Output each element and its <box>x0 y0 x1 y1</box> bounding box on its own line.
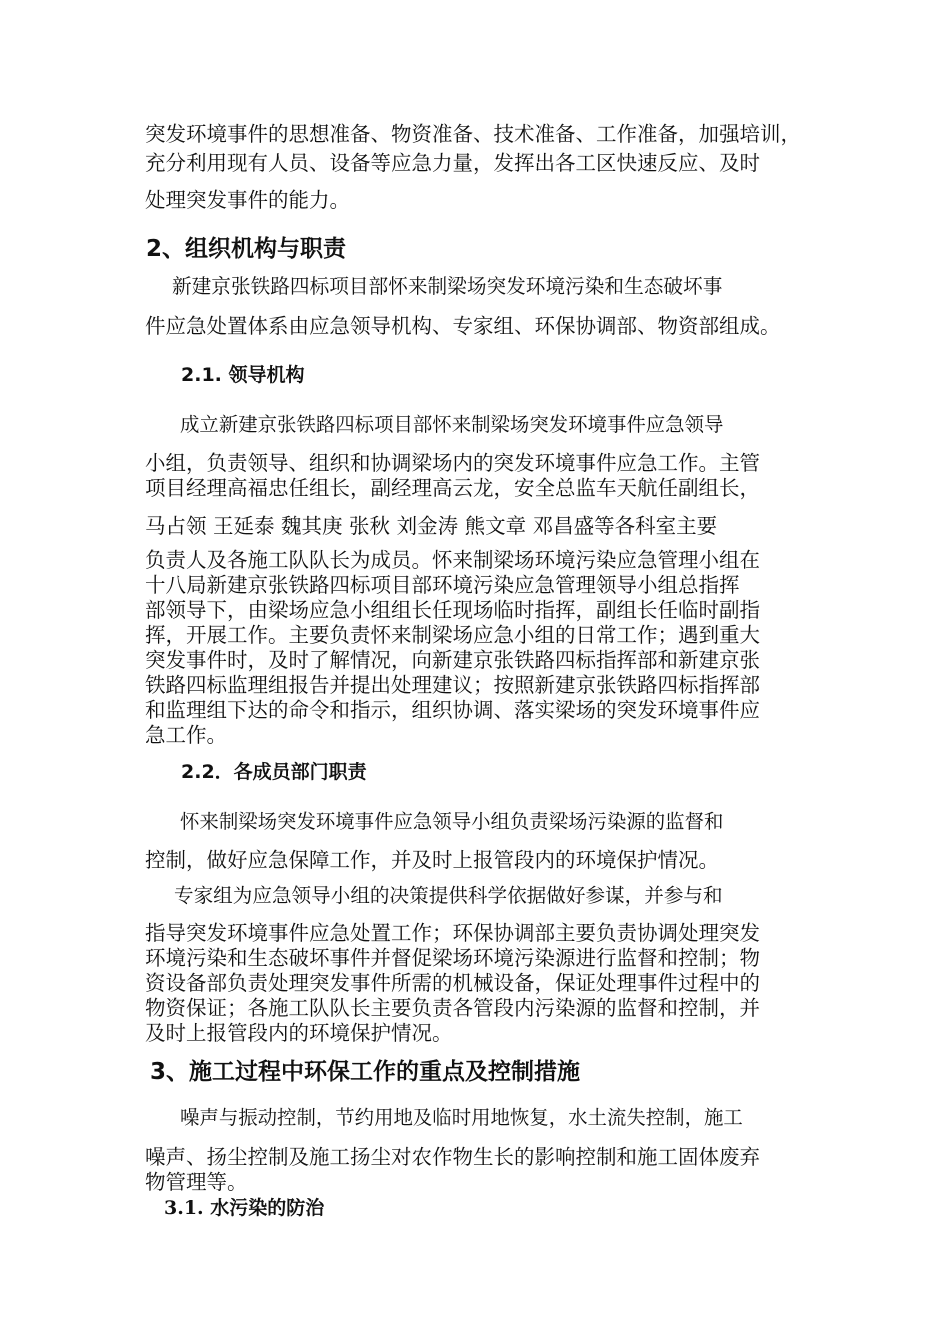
duties-b-line-4: 资设备部负责处理突发事件所需的机械设备，保证处理事件过程中的 <box>145 971 760 995</box>
org-line-1: 新建京张铁路四标项目部怀来制梁场突发环境污染和生态破坏事 <box>172 275 723 298</box>
leadership-line-1: 成立新建京张铁路四标项目部怀来制梁场突发环境事件应急领导 <box>180 413 724 436</box>
leadership-line-2: 小组，负责领导、组织和协调梁场内的突发环境事件应急工作。主管 <box>145 451 760 475</box>
leadership-line-12: 急工作。 <box>145 723 227 747</box>
leadership-line-5: 负责人及各施工队队长为成员。怀来制梁场环境污染应急管理小组在 <box>145 548 760 572</box>
duties-b-line-2: 指导突发环境事件应急处置工作；环保协调部主要负责协调处理突发 <box>145 921 760 945</box>
section3-line-1: 噪声与振动控制，节约用地及临时用地恢复，水土流失控制，施工 <box>180 1106 743 1129</box>
leadership-line-7: 部领导下，由梁场应急小组组长任现场临时指挥，副组长任临时副指 <box>145 598 760 622</box>
heading-section-2: 2、组织机构与职责 <box>146 236 347 262</box>
leadership-line-8: 挥，开展工作。主要负责怀来制梁场应急小组的日常工作；遇到重大 <box>145 623 760 647</box>
intro-line-2: 充分利用现有人员、设备等应急力量，发挥出各工区快速反应、及时 <box>145 151 760 175</box>
section3-line-3: 物管理等。 <box>145 1170 248 1194</box>
section3-line-2: 噪声、扬尘控制及施工扬尘对农作物生长的影响控制和施工固体废弃 <box>145 1145 760 1169</box>
heading-section-3: 3、施工过程中环保工作的重点及控制措施 <box>150 1059 581 1085</box>
duties-a-line-1: 怀来制梁场突发环境事件应急领导小组负责梁场污染源的监督和 <box>180 810 724 833</box>
duties-b-line-1: 专家组为应急领导小组的决策提供科学依据做好参谋，并参与和 <box>174 884 723 907</box>
leadership-line-10: 铁路四标监理组报告并提出处理建议；按照新建京张铁路四标指挥部 <box>145 673 760 697</box>
leadership-line-4: 马占领 王延泰 魏其庚 张秋 刘金涛 熊文章 邓昌盛等各科室主要 <box>145 514 718 538</box>
duties-a-line-2: 控制，做好应急保障工作，并及时上报管段内的环境保护情况。 <box>145 848 719 872</box>
intro-line-3: 处理突发事件的能力。 <box>145 188 350 212</box>
heading-section-3-1: 3.1. 水污染的防治 <box>164 1197 325 1219</box>
heading-section-2-2: 2.2．各成员部门职责 <box>181 761 367 783</box>
intro-line-1: 突发环境事件的思想准备、物资准备、技术准备、工作准备，加强培训， <box>145 122 801 146</box>
leadership-line-6: 十八局新建京张铁路四标项目部环境污染应急管理领导小组总指挥 <box>145 573 740 597</box>
heading-section-2-1: 2.1. 领导机构 <box>181 364 305 386</box>
duties-b-line-6: 及时上报管段内的环境保护情况。 <box>145 1021 453 1045</box>
org-line-2: 件应急处置体系由应急领导机构、专家组、环保协调部、物资部组成。 <box>145 314 781 338</box>
leadership-line-3: 项目经理高福忠任组长，副经理高云龙，安全总监车天航任副组长， <box>145 476 760 500</box>
duties-b-line-5: 物资保证；各施工队队长主要负责各管段内污染源的监督和控制，并 <box>145 996 760 1020</box>
leadership-line-11: 和监理组下达的命令和指示，组织协调、落实梁场的突发环境事件应 <box>145 698 760 722</box>
duties-b-line-3: 环境污染和生态破坏事件并督促梁场环境污染源进行监督和控制；物 <box>145 946 760 970</box>
leadership-line-9: 突发事件时，及时了解情况，向新建京张铁路四标指挥部和新建京张 <box>145 648 760 672</box>
